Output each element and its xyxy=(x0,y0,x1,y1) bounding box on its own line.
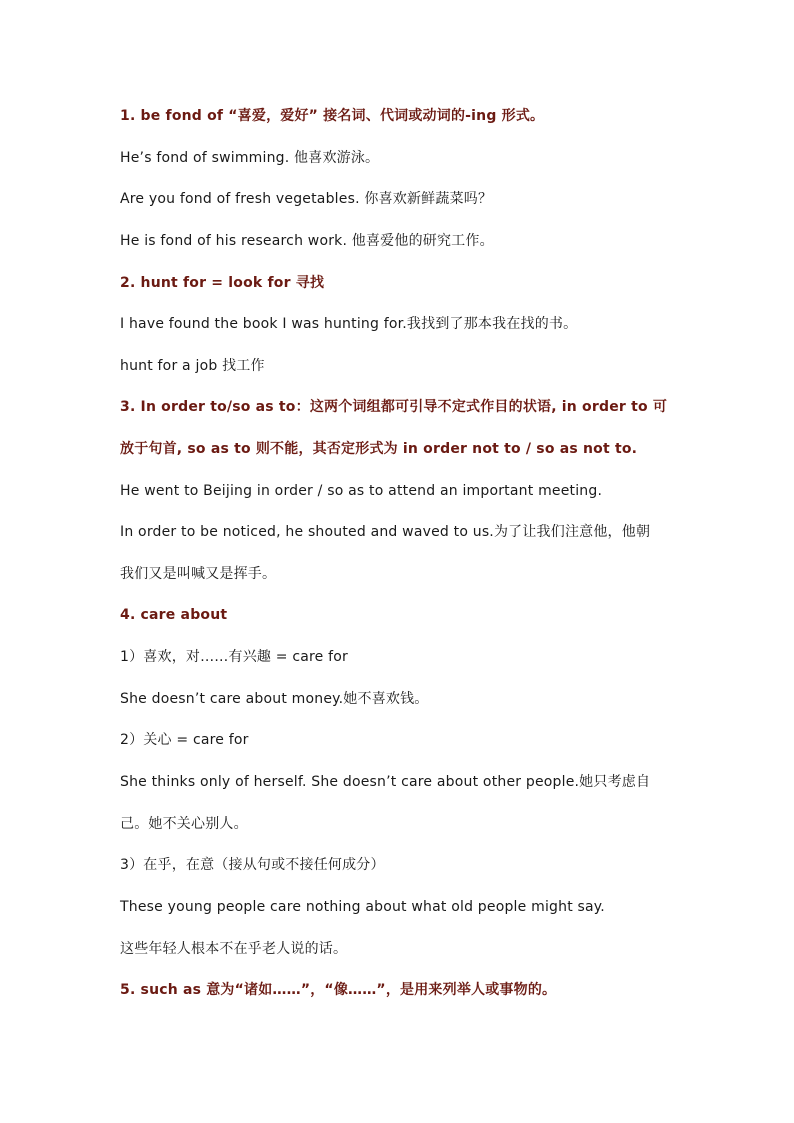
sense-item: 3）在乎，在意（接从句或不接任何成分） xyxy=(120,857,385,873)
example-sentence: He is fond of his research work. 他喜爱他的研究工作。 xyxy=(120,233,494,249)
example-sentence: He went to Beijing in order / so as to attend an important meeting. xyxy=(120,483,603,499)
example-sentence: In order to be noticed, he shouted and waved to us.为了让我们注意他，他朝 xyxy=(120,524,651,540)
heading-such-as: 5. such as 意为“诸如……”，“像……”，是用来列举人或事物的。 xyxy=(120,982,557,998)
sense-item: 1）喜欢，对……有兴趣 = care for xyxy=(120,649,348,665)
example-sentence: 这些年轻人根本不在乎老人说的话。 xyxy=(120,941,348,957)
heading-care-about: 4. care about xyxy=(120,607,228,623)
example-sentence: hunt for a job 找工作 xyxy=(120,358,265,374)
heading-hunt-for: 2. hunt for = look for 寻找 xyxy=(120,275,325,291)
example-sentence: Are you fond of fresh vegetables. 你喜欢新鲜蔬菜吗？ xyxy=(120,191,493,207)
example-sentence: She thinks only of herself. She doesn’t care about other people.她只考虑自 xyxy=(120,774,651,790)
example-sentence-cont: 己。她不关心别人。 xyxy=(120,816,248,832)
heading-in-order-to: 3. In order to/so as to：这两个词组都可引导不定式作目的状语, in order to 可 xyxy=(120,399,668,415)
heading-in-order-to-cont: 放于句首, so as to 则不能，其否定形式为 in order not to / so as not to. xyxy=(120,441,638,457)
example-sentence: He’s fond of swimming. 他喜欢游泳。 xyxy=(120,150,380,166)
example-sentence: These young people care nothing about what old people might say. xyxy=(120,899,605,915)
example-sentence: I have found the book I was hunting for.我找到了那本我在找的书。 xyxy=(120,316,578,332)
example-sentence: She doesn’t care about money.她不喜欢钱。 xyxy=(120,691,429,707)
heading-be-fond-of: 1. be fond of “喜爱，爱好” 接名词、代词或动词的-ing 形式。 xyxy=(120,108,545,124)
example-sentence-cont: 我们又是叫喊又是挥手。 xyxy=(120,566,277,582)
sense-item: 2）关心 = care for xyxy=(120,732,249,748)
